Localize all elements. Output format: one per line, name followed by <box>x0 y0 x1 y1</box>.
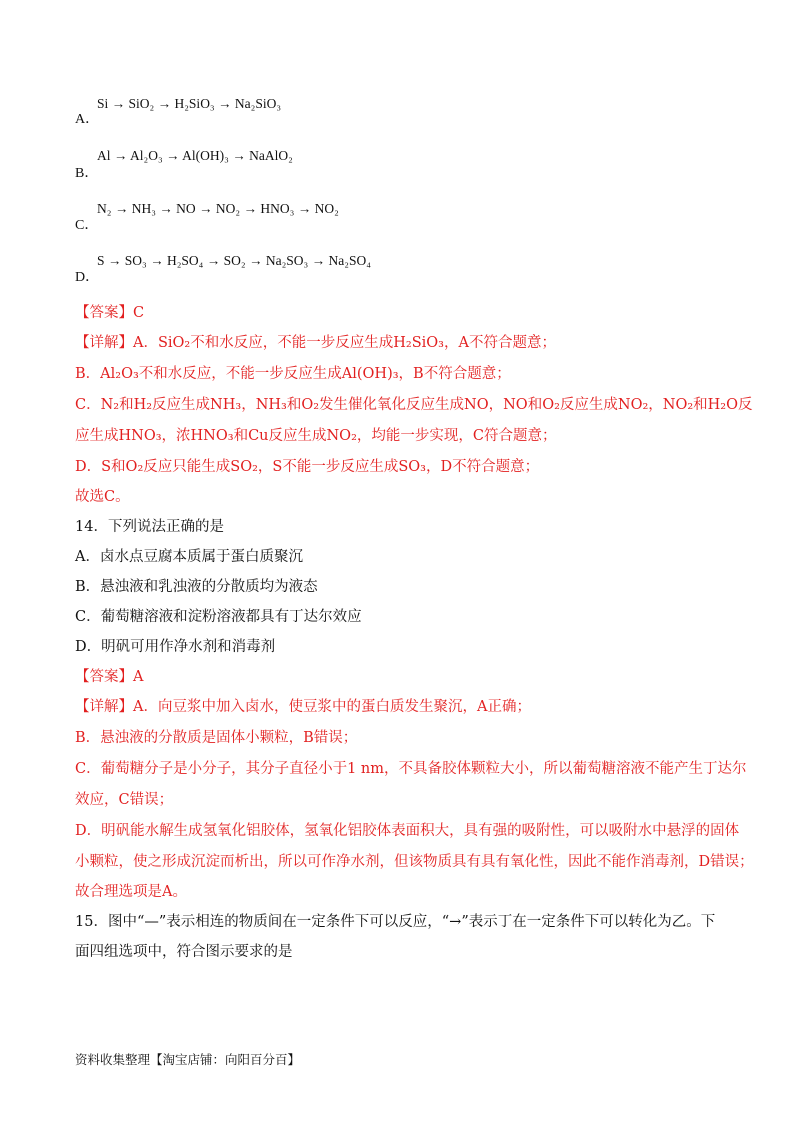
question-14-stem: 14．下列说法正确的是 <box>75 519 224 535</box>
option-c-formula: N₂ → NH₃ → NO → NO₂ → HNO₃ → NO₂ <box>97 201 339 216</box>
option-b-formula: Al → Al₂O₃ → Al(OH)₃ → NaAlO₂ <box>97 148 293 163</box>
answer-13: 【答案】C <box>75 305 145 321</box>
detail-14-line-3: C．葡萄糖分子是小分子，其分子直径小于1 nm，不具备胶体颗粒大小，所以葡萄糖溶液不能产生丁达尔 <box>75 761 747 777</box>
option-a-letter: A． <box>75 112 100 127</box>
detail-14-line-7: 故合理选项是A。 <box>75 884 187 900</box>
detail-14-line-5: D．明矾能水解生成氢氧化铝胶体，氢氧化铝胶体表面积大，具有强的吸附性，可以吸附水中悬浮的固体 <box>75 823 740 839</box>
option-d-letter: D． <box>75 270 100 285</box>
question-15-line-2: 面四组选项中，符合图示要求的是 <box>75 944 293 960</box>
detail-13-line-5: D．S和O₂反应只能生成SO₂，S不能一步反应生成SO₃，D不符合题意； <box>75 459 540 475</box>
question-14-option-d: D．明矾可用作净水剂和消毒剂 <box>75 639 276 655</box>
detail-13-line-4: 应生成HNO₃，浓HNO₃和Cu反应生成NO₂，均能一步实现，C符合题意； <box>75 428 557 444</box>
detail-14-line-2: B．悬浊液的分散质是固体小颗粒，B错误； <box>75 730 358 746</box>
page-footer: 资料收集整理【淘宝店铺：向阳百分百】 <box>75 1052 301 1067</box>
detail-13-line-3: C．N₂和H₂反应生成NH₃，NH₃和O₂发生催化氧化反应生成NO，NO和O₂反应生成NO₂，NO₂和H₂O反 <box>75 397 753 413</box>
option-c-letter: C． <box>75 218 99 233</box>
detail-14-line-1: 【详解】A．向豆浆中加入卤水，使豆浆中的蛋白质发生聚沉，A正确； <box>75 699 531 715</box>
question-14-option-c: C．葡萄糖溶液和淀粉溶液都具有丁达尔效应 <box>75 609 362 625</box>
question-15-line-1: 15．图中“—”表示相连的物质间在一定条件下可以反应，“→”表示丁在一定条件下可以转化为乙。下 <box>75 914 716 930</box>
detail-13-line-6: 故选C。 <box>75 489 130 505</box>
option-a-formula: Si → SiO₂ → H₂SiO₃ → Na₂SiO₃ <box>97 96 282 111</box>
detail-13-line-1: 【详解】A．SiO₂不和水反应，不能一步反应生成H₂SiO₃，A不符合题意； <box>75 335 556 351</box>
detail-14-line-4: 效应，C错误； <box>75 792 174 808</box>
detail-13-line-2: B．Al₂O₃不和水反应，不能一步反应生成Al(OH)₃，B不符合题意； <box>75 366 511 382</box>
option-b-letter: B． <box>75 166 99 181</box>
question-14-option-a: A．卤水点豆腐本质属于蛋白质聚沉 <box>75 549 303 565</box>
answer-14: 【答案】A <box>75 669 144 685</box>
detail-14-line-6: 小颗粒，使之形成沉淀而析出，所以可作净水剂，但该物质具有具有氧化性，因此不能作消毒剂，D错误； <box>75 854 754 870</box>
question-14-option-b: B．悬浊液和乳浊液的分散质均为液态 <box>75 579 318 595</box>
option-d-formula: S → SO₃ → H₂SO₄ → SO₂ → Na₂SO₃ → Na₂SO₄ <box>97 253 371 268</box>
